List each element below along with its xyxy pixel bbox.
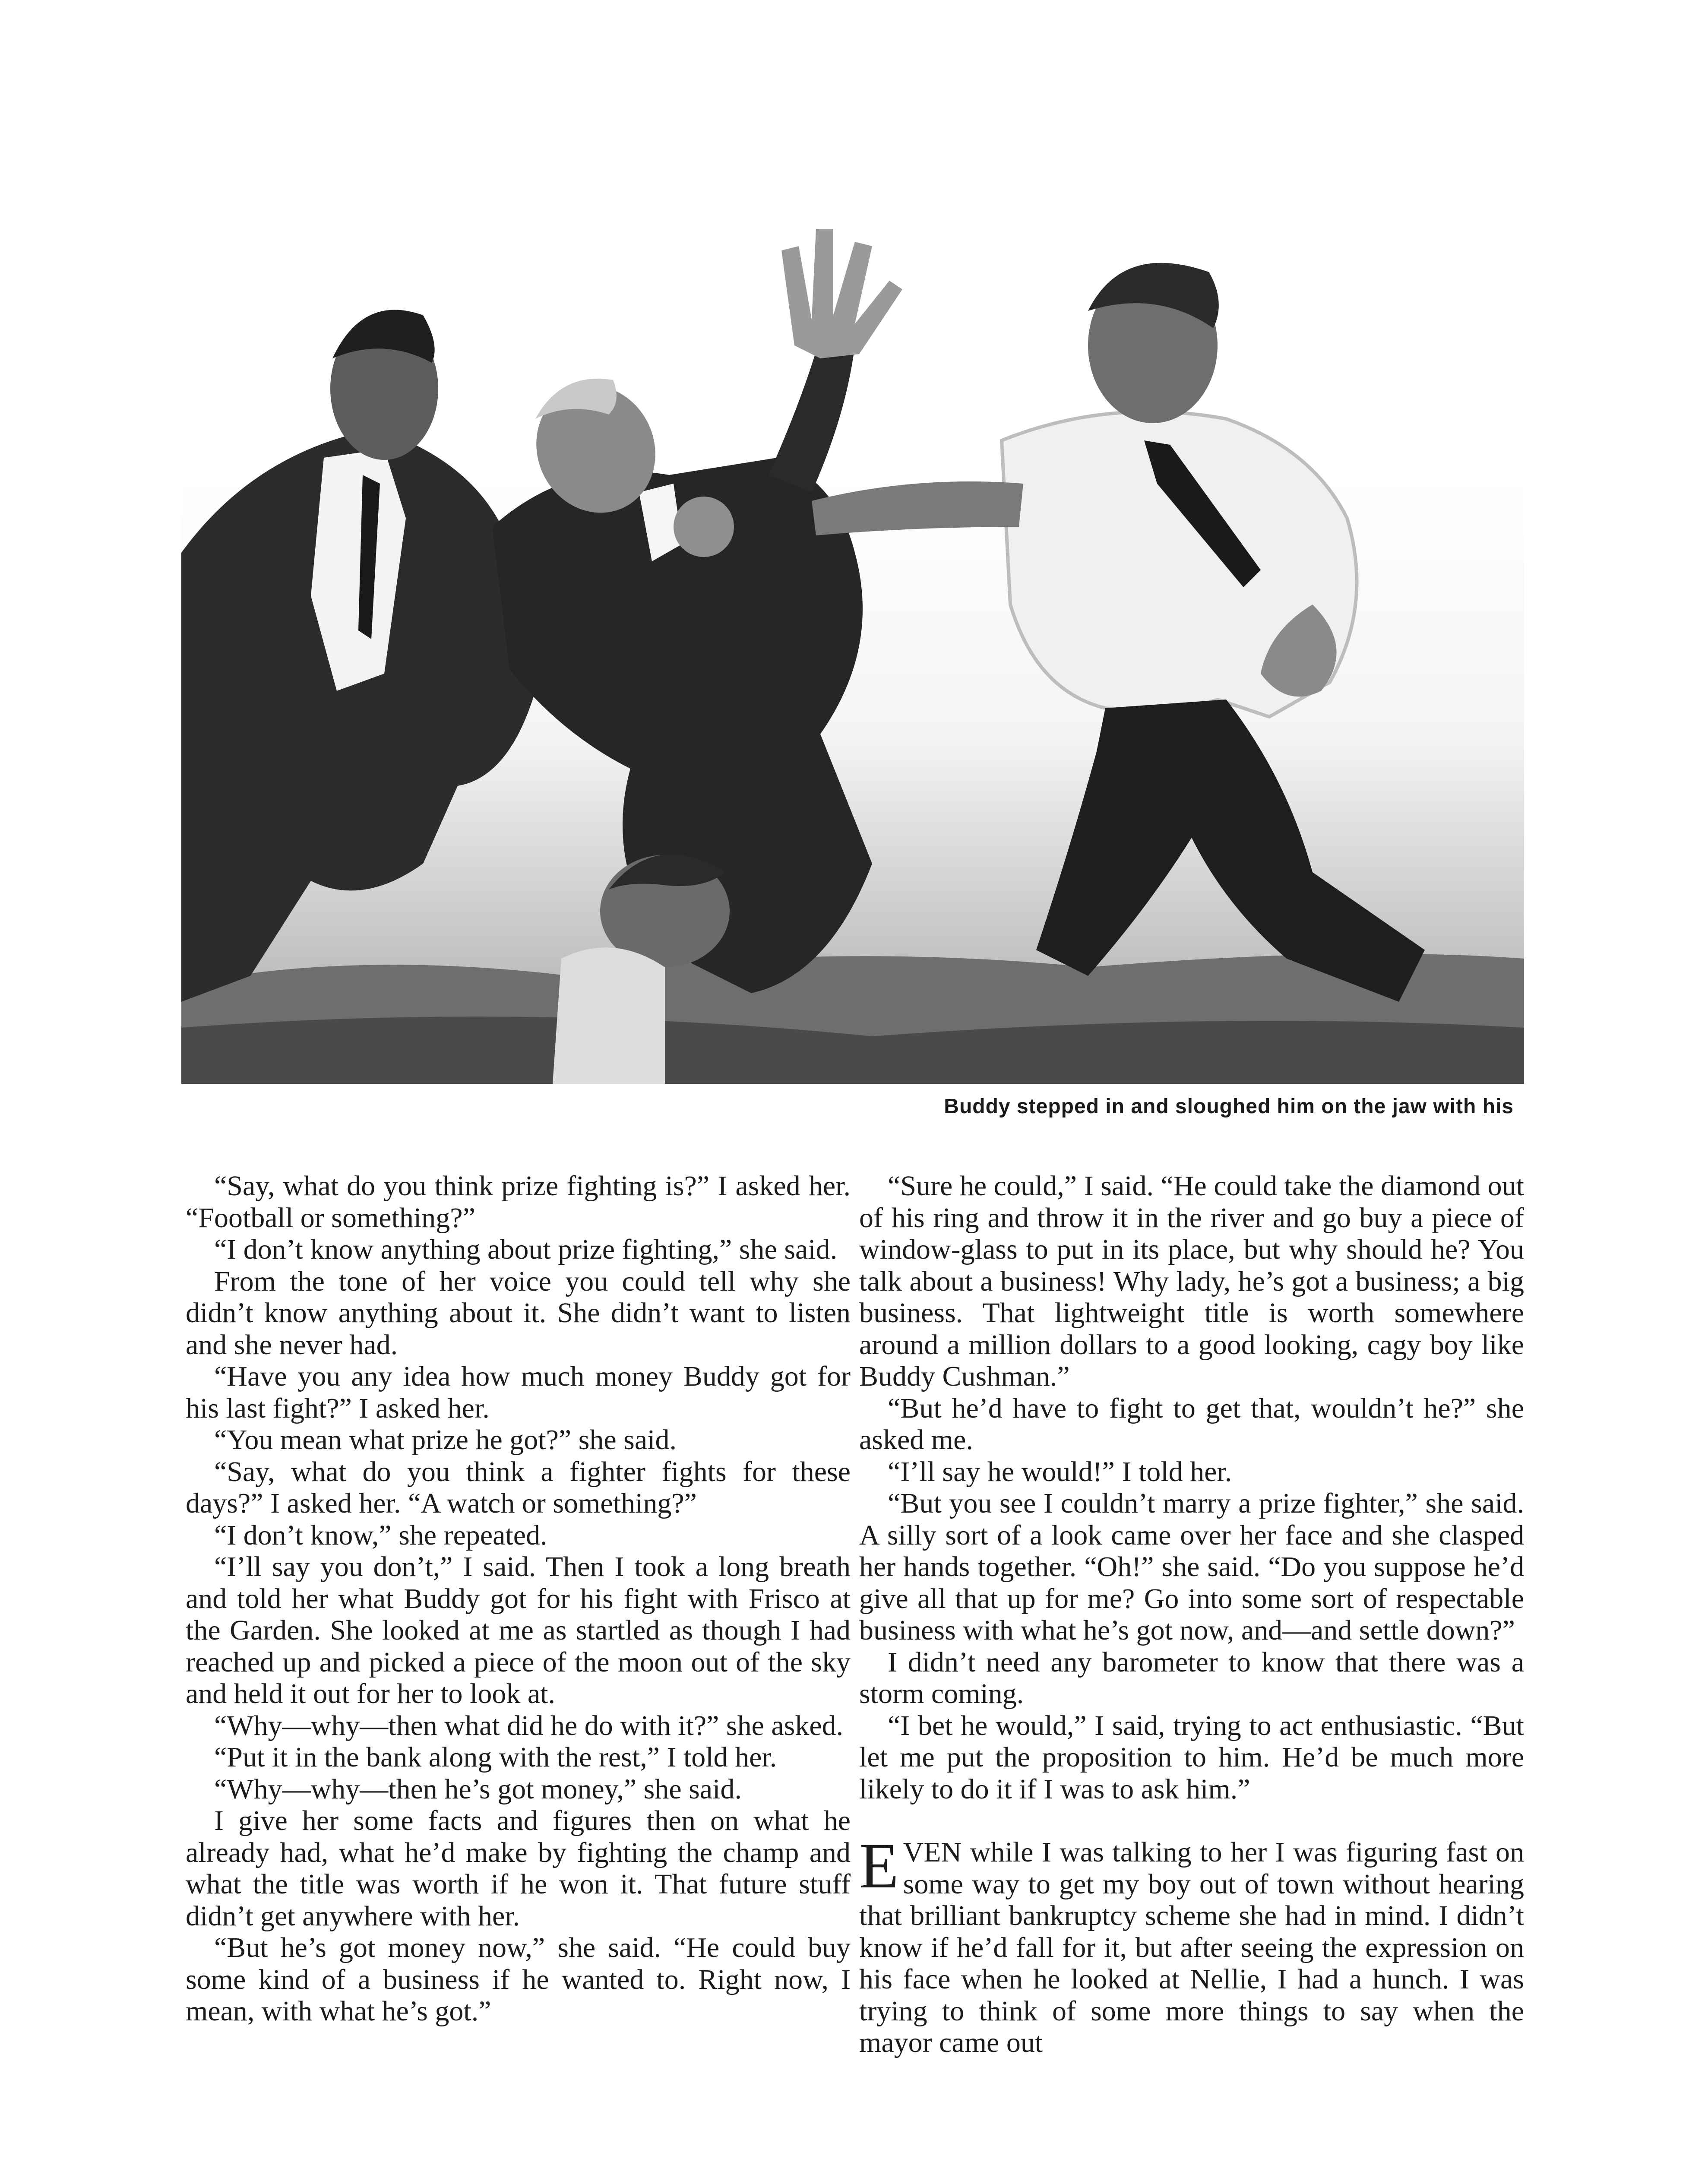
section-text: while I was talking to her I was figuring fast on some way to get my boy out of town without hearing that brilliant bankruptcy scheme she had in mind. I didn’t know if he’d fall for it, but after seeing the expression on his face when he looked at Nellie, I had a hunch. I was trying to think of some more things to say when the mayor came out (859, 1836, 1524, 2058)
paragraph: “I bet he would,” I said, trying to act enthusiastic. “But let me put the proposition to him. He’d be much more likely to do it if I was to ask him.” (859, 1709, 1524, 1805)
section-paragraph (859, 1830, 1524, 2059)
paragraph: “Put it in the bank along with the rest,” I told her. (214, 1741, 777, 1773)
paragraph: “I’ll say you don’t,” I said. Then I took a long breath and told her what Buddy got for his fight with Frisco at the Garden. She looked at me as startled as though I had reached up and picked a piece of the moon out of the sky and held it out for her to look at. (186, 1551, 851, 1709)
paragraph: From the tone of her voice you could tell why she didn’t know anything about it. She didn’t want to listen and she never had. (186, 1265, 851, 1361)
paragraph: I didn’t need any barometer to know that there was a storm coming. (859, 1646, 1524, 1709)
paragraph: “Why—why—then he’s got money,” she said. (214, 1773, 742, 1805)
paragraph: “I’ll say he would!” I told her. (888, 1456, 1232, 1488)
illustration-caption: Buddy stepped in and sloughed him on the jaw with his (944, 1095, 1514, 1118)
paragraph: “But he’s got money now,” she said. “He could buy some kind of a business if he wanted to. Right now, I mean, with what he’s got.” (186, 1932, 851, 2027)
fight-scene-icon (181, 216, 1524, 1084)
paragraph: “But he’d have to fight to get that, wouldn’t he?” she asked me. (859, 1392, 1524, 1456)
paragraph: “You mean what prize he got?” she said. (214, 1424, 677, 1456)
drop-cap: E (859, 1830, 899, 1902)
paragraph: I give her some facts and figures then on what he already had, what he’d make by fighting the champ and what the title was worth if he won it. That future stuff didn’t get anywhere with her. (186, 1805, 851, 1932)
paragraph: “I don’t know,” she repeated. (214, 1519, 547, 1551)
paragraph: “Sure he could,” I said. “He could take the diamond out of his ring and throw it in the river and go buy a piece of window-glass to put in its place, but why should he? You talk about a business! Why lady, he’s got a business; a big business. That lightweight title is worth somewhere around a million dollars to a good looking, cagy boy like Buddy Cushman.” (859, 1170, 1524, 1392)
drop-cap-word-rest: VEN (903, 1836, 962, 1868)
paragraph: “But you see I couldn’t marry a prize fighter,” she said. A silly sort of a look came over her face and she clasped her hands together. “Oh!” she said. “Do you suppose he’d give all that up for me? Go into some sort of respectable business with what he’s got now, and—and settle down?” (859, 1488, 1524, 1646)
paragraph: “Have you any idea how much money Buddy got for his last fight?” I asked her. (186, 1361, 851, 1424)
fight-scene-illustration (181, 216, 1524, 1084)
paragraph: “Say, what do you think prize fighting is?” I asked her. “Football or something?” (186, 1170, 851, 1234)
paragraph: “Why—why—then what did he do with it?” she asked. (214, 1709, 844, 1741)
right-text-column (859, 1170, 1524, 2059)
left-text-column (186, 1170, 851, 2027)
paragraph: “Say, what do you think a fighter fights for these days?” I asked her. “A watch or something?” (186, 1456, 851, 1519)
paragraph: “I don’t know anything about prize fighting,” she said. (214, 1234, 838, 1265)
